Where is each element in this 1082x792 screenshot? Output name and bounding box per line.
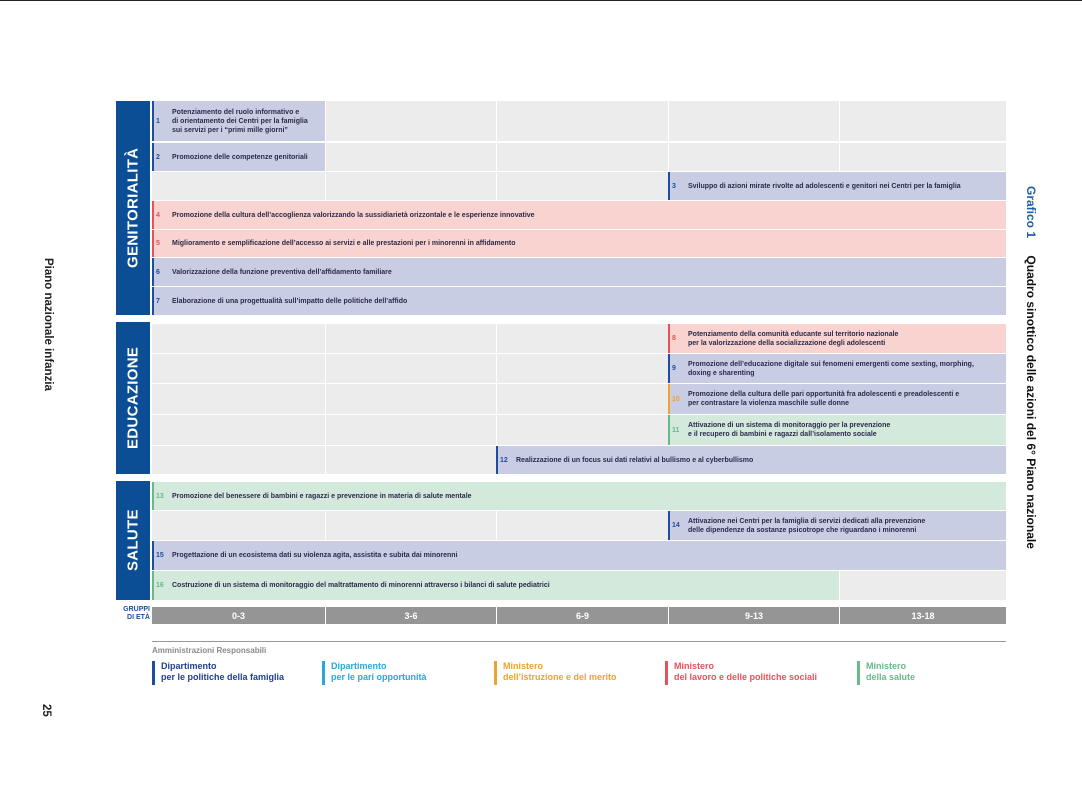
grid-cell [326,354,496,383]
figure-label: Grafico 1 [1024,186,1038,239]
action-number: 4 [156,211,160,219]
grid-cell [497,354,668,383]
age-group-3-6: 3-6 [326,607,496,624]
grid-cell [497,143,668,171]
action-bar-15 [152,541,1006,570]
action-bar-3 [668,172,1006,200]
action-bar-12 [496,446,1006,474]
action-text: Attivazione nei Centri per la famiglia di servizi dedicati alla prevenzione delle dipendenze da sostanze psicotrope che riguardano i minorenni [688,517,926,534]
action-bar-16 [152,571,839,600]
grid-cell [669,101,839,141]
grid-cell [326,101,496,141]
action-text: Promozione della cultura dell’accoglienza valorizzando la sussidiarietà orizzontale e le esperienze innovative [172,211,535,219]
grid-cell [840,101,1006,141]
grid-cell [152,172,325,200]
action-number: 11 [672,426,680,434]
legend-text: Ministero dell’istruzione e del merito [503,661,617,682]
grid-cell [497,384,668,414]
group-label-text: SALUTE [124,509,142,572]
grid-cell [326,172,496,200]
action-number: 8 [672,335,676,342]
legend-swatch [494,661,497,685]
grid-cell [497,101,668,141]
grid-cell [152,384,325,414]
grid-cell [669,143,839,171]
action-number: 5 [156,240,160,247]
age-group-13-18: 13-18 [840,607,1006,624]
grid-cell [840,143,1006,171]
figure-caption [1024,186,1038,549]
legend-item-pari [322,661,427,685]
group-label [116,481,150,600]
top-rule [0,0,1082,1]
action-text: Potenziamento del ruolo informativo e di orientamento dei Centri per la famiglia sui servizi per i “primi mille giorni” [172,108,308,134]
action-bar-9 [668,354,1006,383]
legend-swatch [322,661,325,685]
grid-cell [326,324,496,353]
action-bar-6 [152,258,1006,286]
action-text: Valorizzazione della funzione preventiva dell’affidamento familiare [172,268,392,276]
grid-cell [326,446,496,474]
action-number: 9 [672,365,676,372]
grid-cell [152,446,325,474]
action-bar-1 [152,101,325,141]
action-number: 2 [156,153,160,161]
action-bar-8 [668,324,1006,353]
group-label [116,322,150,474]
legend-item-istruzione [494,661,617,685]
group-label [116,101,150,315]
grid-cell [152,354,325,383]
group-label-text: EDUCAZIONE [124,346,142,450]
grid-cell [497,415,668,445]
action-bar-2 [152,143,325,171]
grid-cell [326,511,496,540]
action-number: 3 [672,182,676,190]
legend-text: Ministero della salute [866,661,916,682]
grid-cell [152,324,325,353]
legend-swatch [152,661,155,685]
age-group-9-13: 9-13 [669,607,839,624]
action-number: 16 [156,582,164,589]
action-bar-11 [668,415,1006,445]
grid-cell [326,384,496,414]
action-text: Promozione del benessere di bambini e ragazzi e prevenzione in materia di salute mentale [172,492,472,500]
action-number: 6 [156,268,160,276]
action-text: Progettazione di un ecosistema dati su violenza agita, assistita e subita dai minorenni [172,552,458,559]
legend-title: Amministrazioni Responsabili [152,646,267,655]
grid-cell [497,324,668,353]
action-bar-5 [152,230,1006,257]
grid-cell [326,143,496,171]
legend-text: Dipartimento per le politiche della famiglia [161,661,285,682]
grid-cell [152,415,325,445]
age-groups-caption: GRUPPI DI ETÀ [123,606,150,621]
synoptic-grid [152,101,1006,600]
action-number: 13 [156,492,164,500]
action-number: 10 [672,395,680,403]
action-bar-14 [668,511,1006,540]
legend-item-lavoro [665,661,817,685]
action-text: Miglioramento e semplificazione dell’accesso ai servizi e alle prestazioni per i minorenni in affidamento [172,240,516,247]
action-bar-13 [152,482,1006,510]
figure-title: Quadro sinottico delle azioni del 6° Piano nazionale [1024,255,1038,549]
legend-swatch [857,661,860,685]
legend-text: Dipartimento per le pari opportunità [331,661,427,682]
legend-swatch [665,661,668,685]
legend-item-famiglia [152,661,284,685]
legend-item-salute [857,661,915,685]
grid-cell [840,571,1006,600]
action-text: Promozione dell’educazione digitale sui fenomeni emergenti come sexting, morphing, doxing e sharenting [688,360,974,377]
action-text: Sviluppo di azioni mirate rivolte ad adolescenti e genitori nei Centri per la famiglia [688,182,961,190]
action-bar-4 [152,201,1006,229]
action-number: 1 [156,117,160,125]
action-number: 12 [500,456,508,464]
legend-text: Ministero del lavoro e delle politiche sociali [674,661,818,682]
age-group-6-9: 6-9 [497,607,668,624]
grid-cell [497,172,668,200]
grid-cell [497,511,668,540]
action-text: Potenziamento della comunità educante sul territorio nazionale per la valorizzazione della socializzazione degli adolescenti [688,330,899,347]
grid-cell [152,511,325,540]
action-text: Promozione delle competenze genitoriali [172,153,308,161]
age-group-0-3: 0-3 [152,607,325,624]
action-number: 15 [156,552,164,559]
grid-cell [326,415,496,445]
action-bar-7 [152,287,1006,315]
action-text: Elaborazione di una progettualità sull’impatto delle politiche dell’affido [172,297,408,305]
running-title: Piano nazionale infanzia [42,258,54,391]
action-text: Costruzione di un sistema di monitoraggio del maltrattamento di minorenni attraverso i bilanci di salute pediatrici [172,582,550,589]
group-label-text: GENITORIALITÀ [124,147,142,269]
action-text: Attivazione di un sistema di monitoraggio per la prevenzione e il recupero di bambini e ragazzi dall’isolamento sociale [688,422,891,438]
action-bar-10 [668,384,1006,414]
action-text: Promozione della cultura delle pari opportunità fra adolescenti e preadolescenti e per contrastare la violenza maschile sulle donne [688,391,960,407]
action-number: 14 [672,522,680,529]
action-number: 7 [156,297,160,305]
legend-divider [152,641,1006,642]
page-number: 25 [40,704,52,717]
action-text: Realizzazione di un focus sui dati relativi al bullismo e al cyberbullismo [516,456,754,464]
